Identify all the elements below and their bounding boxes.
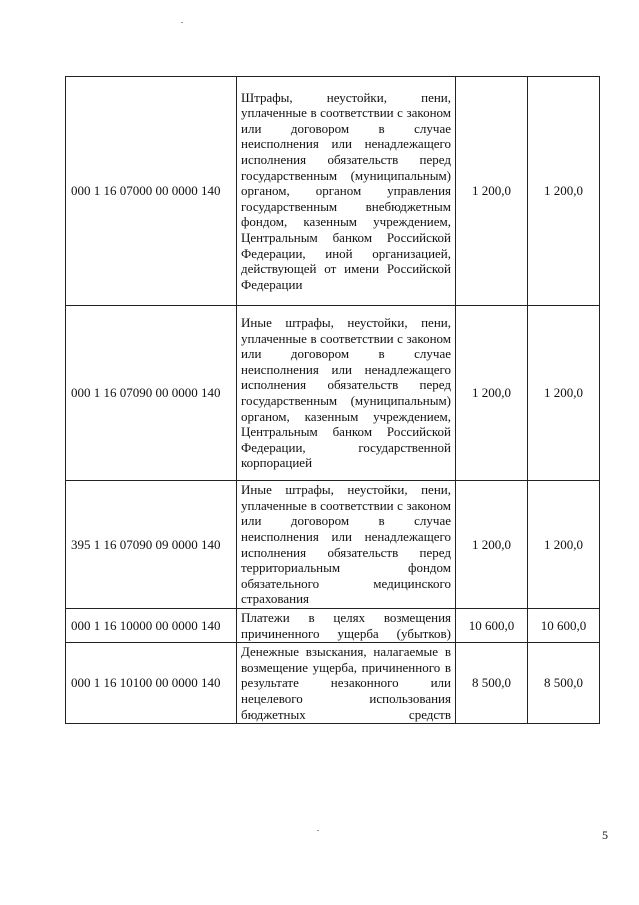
budget-revenue-table xyxy=(65,76,600,724)
amount-cell-2: 10 600,0 xyxy=(528,609,600,643)
description-cell: Штрафы, неустойки, пени, уплаченные в соответствии с законом или договором в случае неисполнения или ненадлежащего исполнения обязательств перед государственным (муниципальным) органом, органом управления государственным внебюджетным фондом, казенным учреждением, Центральным банком Российской Федерации, иной организацией, действующей от имени Российской Федерации xyxy=(237,77,456,306)
table-row xyxy=(66,77,600,306)
amount-cell-1: 1 200,0 xyxy=(456,481,528,609)
amount-cell-1: 8 500,0 xyxy=(456,643,528,724)
description-cell: Денежные взыскания, налагаемые в возмещение ущерба, причиненного в результате незаконного или нецелевого использования бюджетных средств xyxy=(237,643,456,724)
budget-code-cell: 000 1 16 10100 00 0000 140 xyxy=(66,643,237,724)
amount-cell-1: 1 200,0 xyxy=(456,77,528,306)
description-cell: Платежи в целях возмещения причиненного ущерба (убытков) xyxy=(237,609,456,643)
page-number: 5 xyxy=(602,828,608,842)
table-row xyxy=(66,643,600,724)
amount-cell-1: 10 600,0 xyxy=(456,609,528,643)
table-row xyxy=(66,306,600,481)
amount-cell-2: 1 200,0 xyxy=(528,306,600,481)
budget-code-cell: 000 1 16 07090 00 0000 140 xyxy=(66,306,237,481)
table-row xyxy=(66,481,600,609)
budget-code-cell: 000 1 16 10000 00 0000 140 xyxy=(66,609,237,643)
amount-cell-2: 1 200,0 xyxy=(528,77,600,306)
description-cell: Иные штрафы, неустойки, пени, уплаченные в соответствии с законом или договором в случае неисполнения или ненадлежащего исполнения обязательств перед государственным (муниципальным) органом, казенным учреждением, Центральным банком Российской Федерации, государственной корпорацией xyxy=(237,306,456,481)
amount-cell-1: 1 200,0 xyxy=(456,306,528,481)
scan-artifact xyxy=(317,830,319,831)
budget-code-cell: 000 1 16 07000 00 0000 140 xyxy=(66,77,237,306)
description-cell: Иные штрафы, неустойки, пени, уплаченные в соответствии с законом или договором в случае неисполнения или ненадлежащего исполнения обязательств перед территориальным фондом обязательного медицинского страхования xyxy=(237,481,456,609)
amount-cell-2: 8 500,0 xyxy=(528,643,600,724)
table-row xyxy=(66,609,600,643)
budget-code-cell: 395 1 16 07090 09 0000 140 xyxy=(66,481,237,609)
amount-cell-2: 1 200,0 xyxy=(528,481,600,609)
scan-artifact xyxy=(181,22,183,23)
